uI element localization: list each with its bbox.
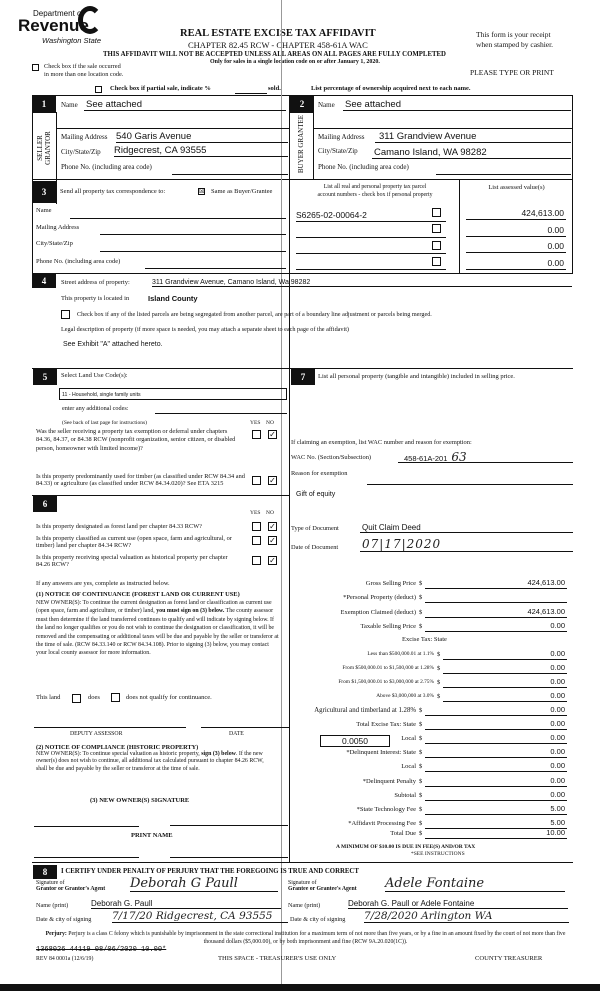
notice-text: NEW OWNER(S): To continue special valuation as historic property, bbox=[36, 751, 202, 757]
segregated-label: Check box if any of the listed parcels are being segregated from another parcel, are part of a boundary line adjustment or parcels being merged. bbox=[77, 311, 432, 318]
personal-property-checkbox[interactable] bbox=[432, 241, 441, 250]
scan-edge bbox=[0, 984, 600, 991]
doc-type-label: Type of Document bbox=[291, 525, 339, 532]
perjury-text: Perjury is a class C felony which is punishable by imprisonment in the state correctional institution for a maximum term of not more than five years, or by a fine in an amount fixed by the court of not more than five thousand dollars ($5,000.00), or by both imprisonment and fine (RCW 9A.20.020(1C)). bbox=[66, 931, 566, 945]
tax-row-value[interactable]: 0.00 bbox=[425, 776, 567, 787]
tax-row-value[interactable]: 0.00 bbox=[425, 705, 567, 716]
wac-number: 458-61A-201 bbox=[404, 454, 448, 463]
q-current-use-yes[interactable] bbox=[252, 536, 261, 545]
tax-row-label: *Delinquent Penalty bbox=[362, 778, 416, 785]
date-label: DATE bbox=[229, 731, 244, 737]
personal-property-checkbox[interactable] bbox=[432, 208, 441, 217]
assessed-value-header: List assessed value(s) bbox=[488, 184, 545, 191]
form-title: REAL ESTATE EXCISE TAX AFFIDAVIT bbox=[180, 28, 376, 39]
seller-phone-label: Phone No. (including area code) bbox=[61, 163, 152, 171]
q-tax-exemption: Was the seller receiving a property tax exemption or deferral under chapters 84.36, 84.37, or 84.38 RCW (nonprofit organization, senior citizen, or disabled person, homeowner with limited income)? bbox=[36, 428, 236, 452]
seller-grantor-label: SELLER GRANTOR bbox=[36, 131, 52, 165]
section-number-4: 4 bbox=[32, 274, 56, 288]
form-warning: THIS AFFIDAVIT WILL NOT BE ACCEPTED UNLESS ALL AREAS ON ALL PAGES ARE FULLY COMPLETED bbox=[103, 51, 446, 58]
q-forest-land-no[interactable]: ✓ bbox=[269, 522, 276, 531]
q-historic: Is this property receiving special valuation as historical property per chapter 84.26 RCW? bbox=[36, 554, 228, 568]
tax-row-label: Exemption Claimed (deduct) bbox=[340, 609, 416, 616]
print-name-line[interactable] bbox=[170, 857, 288, 858]
legal-description-label: Legal description of property (if more space is needed, you may attach a separate sheet to each page of the affidavit) bbox=[61, 326, 349, 333]
receipt-note-1: This form is your receipt bbox=[476, 30, 551, 39]
tax-row-value[interactable]: 5.00 bbox=[425, 818, 567, 829]
buyer-name-field[interactable]: See attached bbox=[343, 99, 571, 111]
tax-row-label: Less than $500,000.01 at 1.1% bbox=[367, 651, 434, 657]
q-historic-yes[interactable] bbox=[252, 556, 261, 565]
assessed-value-field[interactable]: 0.00 bbox=[466, 225, 566, 237]
multi-location-label-2: in more than one location code. bbox=[44, 71, 124, 78]
notice-text: The county assessor must then determine if the land transferred continues to qualify and will indicate by signing below. If the land no longer qualifies or you do not wish to continue the designation or classification, it will be removed and the compensating or additional taxes will be due and payable by the seller or transferor at the time of sale. (RCW 84.33.140 or RCW 84.34.108). Prior to signing (3) below, you may contact your local county assessor for more information. bbox=[36, 608, 279, 657]
seller-name-label: Name bbox=[61, 101, 78, 109]
corr-mail-field[interactable] bbox=[100, 234, 286, 235]
q-historic-no[interactable]: ✓ bbox=[269, 556, 276, 565]
logo-swoosh-icon bbox=[78, 6, 102, 34]
tax-row-label: From $500,000.01 to $1,500,000 at 1.28% bbox=[342, 665, 434, 671]
buyer-phone-label: Phone No. (including area code) bbox=[318, 163, 409, 171]
notice-text: NEW OWNER(S): To continue the current designation as forest land or classification as current use (open space, farm and agriculture, or timber) land, bbox=[36, 600, 272, 615]
dollar-sign: $ bbox=[419, 792, 423, 799]
does-not-label: does not qualify for continuance. bbox=[126, 694, 212, 701]
no-header: NO bbox=[266, 510, 274, 516]
dollar-sign: $ bbox=[437, 651, 441, 658]
tax-row-label: Local bbox=[401, 735, 416, 742]
sig-label-1: Signature of bbox=[36, 880, 65, 886]
q-timber-agri: Is this property predominantly used for timber (as classified under RCW 84.34 and 84.33) or agriculture (as classified under RCW 84.34.020)? See ETA 3215 bbox=[36, 473, 245, 487]
notice-text: . If the new owner(s) does not wish to continue, all additional tax calculated pursuant to chapter 84.26 RCW, shall be due and payable by the seller or transferor at the time of sale. bbox=[36, 751, 264, 772]
dollar-sign: $ bbox=[419, 623, 423, 630]
personal-property-label: List all personal property (tangible and intangible) included in selling price. bbox=[318, 373, 515, 380]
reason-field[interactable]: Gift of equity bbox=[296, 491, 336, 498]
excise-state-label: Excise Tax: State bbox=[402, 636, 447, 643]
tax-row-value[interactable]: 0.00 bbox=[425, 761, 567, 772]
notice-continuance-title: (1) NOTICE OF CONTINUANCE (FOREST LAND OR CURRENT USE) bbox=[36, 591, 240, 598]
dollar-sign: $ bbox=[419, 820, 423, 827]
tax-row-label: Total Due bbox=[390, 830, 416, 837]
tax-row-label: Above $3,000,000 at 3.0% bbox=[376, 693, 434, 699]
corr-name-label: Name bbox=[36, 207, 52, 214]
perjury-notice bbox=[38, 930, 573, 946]
street-address-label: Street address of property: bbox=[61, 279, 130, 286]
assessed-value-field[interactable]: 424,613.00 bbox=[466, 208, 566, 220]
deputy-assessor-label: DEPUTY ASSESSOR bbox=[70, 731, 123, 737]
buyer-mail-label: Mailing Address bbox=[318, 133, 365, 141]
reason-label: Reason for exemption bbox=[291, 470, 348, 477]
grantor-name-label: Name (print) bbox=[36, 902, 69, 909]
tax-row-label: Gross Selling Price bbox=[365, 580, 416, 587]
treasurer-stamp: 1368026 44119 08/06/2020 10.00* bbox=[36, 946, 167, 954]
dollar-sign: $ bbox=[419, 830, 423, 837]
notice-compliance-title: (2) NOTICE OF COMPLIANCE (HISTORIC PROPERTY) bbox=[36, 744, 199, 751]
parcel-header-1: List all real and personal property tax parcel bbox=[323, 184, 427, 190]
doc-date-label: Date of Document bbox=[291, 544, 339, 551]
minimum-due-note: A MINIMUM OF $10.00 IS DUE IN FEE(S) AND/OR TAX bbox=[336, 844, 476, 850]
reason-line[interactable] bbox=[367, 484, 573, 485]
additional-codes-field[interactable] bbox=[155, 413, 287, 414]
corr-city-label: City/State/Zip bbox=[36, 240, 73, 247]
receipt-note-2: when stamped by cashier. bbox=[476, 40, 554, 49]
sig-label-2: Grantee or Grantee's Agent bbox=[288, 886, 357, 892]
q-current-use: Is this property classified as current use (open space, farm and agricultural, or timber) land per chapter 84.34 RCW? bbox=[36, 535, 232, 549]
tax-row-value[interactable]: 0.00 bbox=[425, 719, 567, 730]
personal-property-checkbox[interactable] bbox=[432, 224, 441, 233]
tax-row-label: Local bbox=[401, 763, 416, 770]
notice-continuance-text bbox=[36, 599, 280, 658]
tax-row-value[interactable]: 5.00 bbox=[425, 804, 567, 815]
assessor-date-line[interactable] bbox=[201, 727, 289, 728]
tax-row-label: *Personal Property (deduct) bbox=[343, 594, 416, 601]
q-tax-exemption-yes[interactable] bbox=[252, 430, 261, 439]
seller-city-field[interactable]: Ridgecrest, CA 93555 bbox=[114, 145, 288, 157]
sold-label: sold. bbox=[268, 85, 281, 92]
county-field[interactable]: Island County bbox=[148, 294, 198, 303]
notice-compliance-text bbox=[36, 751, 276, 773]
if-yes-note: If any answers are yes, complete as instructed below. bbox=[36, 580, 170, 587]
section-number-3: 3 bbox=[32, 181, 56, 203]
parcel-header-2: account numbers - check box if personal property bbox=[317, 192, 433, 198]
street-address-field[interactable]: 311 Grandview Avenue, Camano Island, Wa 98282 bbox=[152, 279, 572, 287]
send-correspondence-label: Send all property tax correspondence to: bbox=[60, 188, 166, 195]
buyer-name-label: Name bbox=[318, 101, 335, 109]
section-number-7: 7 bbox=[291, 369, 315, 385]
logo-sub: Washington State bbox=[42, 36, 102, 45]
sig-label-1: Signature of bbox=[288, 880, 317, 886]
parcel-number-field[interactable] bbox=[296, 269, 446, 270]
tax-row-value[interactable]: 10.00 bbox=[425, 828, 567, 839]
wac-handwritten: 63 bbox=[451, 450, 467, 464]
tax-row-value[interactable]: 0.00 bbox=[443, 677, 567, 688]
tax-row-value[interactable]: 424,613.00 bbox=[425, 578, 567, 589]
notice-bold: sign (3) below bbox=[201, 751, 236, 757]
seller-name-field[interactable]: See attached bbox=[84, 99, 286, 111]
dollar-sign: $ bbox=[419, 763, 423, 770]
county-treasurer-label: COUNTY TREASURER bbox=[475, 955, 543, 962]
same-as-buyer-checkbox[interactable]: ☒ bbox=[199, 188, 205, 195]
tax-row-value[interactable]: 0.00 bbox=[425, 733, 567, 744]
certify-statement: I CERTIFY UNDER PENALTY OF PERJURY THAT THE FOREGOING IS TRUE AND CORRECT bbox=[61, 868, 359, 875]
dollar-sign: $ bbox=[419, 749, 423, 756]
tax-row-label: Taxable Selling Price bbox=[360, 623, 416, 630]
print-name-line[interactable] bbox=[34, 857, 139, 858]
logo-top: Department of bbox=[33, 9, 84, 18]
print-name-label: PRINT NAME bbox=[131, 832, 173, 839]
tax-row-label: *State Technology Fee bbox=[356, 806, 416, 813]
partial-sale-checkbox[interactable] bbox=[95, 86, 102, 93]
grantee-date-city-field[interactable]: 7/28/2020 Arlington WA bbox=[364, 910, 569, 923]
section-number-5: 5 bbox=[33, 369, 57, 385]
seller-city-label: City/State/Zip bbox=[61, 148, 101, 156]
ownership-note: List percentage of ownership acquired next to each name. bbox=[311, 85, 471, 92]
q-timber-agri-yes[interactable] bbox=[252, 476, 261, 485]
buyer-grantee-label: BUYER GRANTEE bbox=[297, 114, 305, 174]
seller-mail-field[interactable]: 540 Garis Avenue bbox=[116, 131, 288, 143]
tax-row-value[interactable]: 0.00 bbox=[443, 691, 567, 702]
q-tax-exemption-no[interactable]: ✓ bbox=[269, 430, 276, 439]
dollar-sign: $ bbox=[419, 594, 423, 601]
tax-row-label: Subtotal bbox=[394, 792, 416, 799]
buyer-phone-field[interactable] bbox=[436, 174, 571, 175]
land-use-label: Select Land Use Code(s): bbox=[61, 372, 128, 379]
tax-row-label: Agricultural and timberland at 1.28% bbox=[314, 707, 416, 714]
sig-label-2: Grantor or Grantor's Agent bbox=[36, 886, 106, 892]
dollar-sign: $ bbox=[419, 778, 423, 785]
logo-main: Revenue bbox=[18, 16, 89, 35]
corr-phone-field[interactable] bbox=[145, 268, 286, 269]
form-revision: REV 84 0001a (12/6/19) bbox=[36, 956, 94, 962]
yes-header: YES bbox=[250, 420, 261, 426]
form-only-for: Only for sales in a single location code on or after January 1, 2020. bbox=[210, 59, 380, 65]
tax-row-value[interactable]: 0.00 bbox=[425, 621, 567, 632]
tax-row-value[interactable]: 0.00 bbox=[443, 649, 567, 660]
seller-mail-label: Mailing Address bbox=[61, 133, 108, 141]
tax-row-value[interactable]: 0.00 bbox=[443, 663, 567, 674]
dollar-sign: $ bbox=[437, 679, 441, 686]
corr-phone-label: Phone No. (including area code) bbox=[36, 258, 121, 265]
tax-row-label: Total Excise Tax: State bbox=[356, 721, 416, 728]
grantor-signature-label bbox=[36, 880, 105, 892]
tax-row-value[interactable] bbox=[425, 592, 567, 603]
wac-number-field[interactable] bbox=[398, 450, 573, 463]
q-forest-land-yes[interactable] bbox=[252, 522, 261, 531]
multi-location-label: Check box if the sale occurred bbox=[44, 63, 121, 70]
grantor-signature[interactable]: Deborah G Paull bbox=[130, 876, 278, 892]
this-land-label: This land bbox=[36, 694, 61, 701]
does-not-qualify-checkbox[interactable] bbox=[111, 693, 120, 702]
buyer-mail-field[interactable]: 311 Grandview Avenue bbox=[375, 131, 571, 143]
parcel-number-field[interactable]: S6265-02-00064-2 bbox=[296, 210, 446, 222]
dollar-sign: $ bbox=[437, 693, 441, 700]
corr-city-field[interactable] bbox=[100, 251, 286, 252]
corr-mail-label: Mailing Address bbox=[36, 224, 80, 231]
same-as-buyer-label: Same as Buyer/Grantee bbox=[211, 188, 273, 195]
grantee-name-label: Name (print) bbox=[288, 902, 321, 909]
new-owner-signature-line[interactable] bbox=[170, 825, 288, 826]
grantor-date-city-field[interactable]: 7/17/20 Ridgecrest, CA 93555 bbox=[112, 910, 288, 923]
partial-percent-field[interactable] bbox=[235, 93, 267, 94]
segregated-checkbox[interactable] bbox=[61, 310, 70, 319]
see-back-note: (See back of last page for instructions) bbox=[62, 420, 147, 426]
dollar-sign: $ bbox=[419, 580, 423, 587]
doc-type-field[interactable]: Quit Claim Deed bbox=[360, 523, 573, 533]
dollar-sign: $ bbox=[419, 735, 423, 742]
parcel-number-field[interactable] bbox=[296, 253, 446, 254]
multi-location-checkbox[interactable] bbox=[32, 64, 39, 71]
section-number-6: 6 bbox=[33, 496, 57, 512]
assessed-value-field[interactable]: 0.00 bbox=[466, 258, 566, 270]
grantee-signature[interactable]: Adele Fontaine bbox=[385, 876, 565, 892]
grantee-signature-label bbox=[288, 880, 357, 892]
grantor-date-label: Date & city of signing bbox=[36, 916, 92, 923]
dollar-sign: $ bbox=[419, 806, 423, 813]
tax-row-value[interactable]: 0.00 bbox=[425, 747, 567, 758]
grantor-name-field[interactable]: Deborah G. Paull bbox=[91, 899, 281, 909]
dollar-sign: $ bbox=[419, 609, 423, 616]
dollar-sign: $ bbox=[419, 721, 423, 728]
q-current-use-no[interactable]: ✓ bbox=[269, 536, 276, 545]
does-qualify-checkbox[interactable] bbox=[72, 694, 81, 703]
tax-row-label: From $1,500,000.01 to $3,000,000 at 2.75% bbox=[338, 679, 434, 685]
doc-date-field[interactable]: 07|17|2020 bbox=[360, 537, 573, 552]
grantee-name-field[interactable]: Deborah G. Paull or Adele Fontaine bbox=[348, 899, 568, 909]
parcel-number-field[interactable] bbox=[296, 237, 446, 238]
dollar-sign: $ bbox=[437, 665, 441, 672]
buyer-city-field[interactable]: Camano Island, WA 98282 bbox=[372, 147, 571, 159]
tax-row-label: *Delinquent Interest: State bbox=[346, 749, 416, 756]
new-owner-signature-line[interactable] bbox=[34, 826, 139, 827]
section-number-1: 1 bbox=[32, 96, 56, 113]
treasurer-space-label: THIS SPACE - TREASURER'S USE ONLY bbox=[218, 955, 337, 962]
deputy-assessor-line[interactable] bbox=[34, 727, 186, 728]
notice-bold: you must sign on (3) below. bbox=[156, 608, 225, 615]
personal-property-checkbox[interactable] bbox=[432, 257, 441, 266]
new-owner-signature-label: (3) NEW OWNER(S) SIGNATURE bbox=[90, 797, 190, 804]
land-use-code-field[interactable]: 11 - Household, single family units bbox=[59, 388, 287, 400]
yes-header: YES bbox=[250, 510, 261, 516]
corr-name-field[interactable] bbox=[70, 218, 286, 219]
seller-phone-field[interactable] bbox=[172, 174, 288, 175]
type-or-print: PLEASE TYPE OR PRINT bbox=[470, 68, 554, 77]
assessed-value-field[interactable]: 0.00 bbox=[466, 241, 566, 253]
partial-sale-label: Check box if partial sale, indicate % bbox=[110, 85, 211, 92]
form-chapter: CHAPTER 82.45 RCW - CHAPTER 458-61A WAC bbox=[188, 40, 368, 50]
tax-row-value[interactable]: 0.00 bbox=[425, 790, 567, 801]
section-number-8: 8 bbox=[33, 865, 57, 879]
no-header: NO bbox=[266, 420, 274, 426]
grantee-date-label: Date & city of signing bbox=[290, 916, 346, 923]
wac-label: WAC No. (Section/Subsection) bbox=[291, 454, 372, 461]
perjury-bold: Perjury: bbox=[45, 931, 67, 937]
located-in-label: This property is located in bbox=[61, 295, 130, 302]
local-rate-field[interactable]: 0.0050 bbox=[320, 735, 390, 747]
tax-row-label: *Affidavit Processing Fee bbox=[348, 820, 416, 827]
exemption-claim-label: If claiming an exemption, list WAC number and reason for exemption: bbox=[291, 439, 472, 446]
section-number-2: 2 bbox=[290, 96, 314, 113]
q-timber-agri-no[interactable]: ✓ bbox=[269, 476, 276, 485]
dollar-sign: $ bbox=[419, 707, 423, 714]
q-forest-land: Is this property designated as forest land per chapter 84.33 RCW? bbox=[36, 523, 202, 530]
tax-row-value[interactable]: 424,613.00 bbox=[425, 607, 567, 618]
see-instructions: *SEE INSTRUCTIONS bbox=[411, 851, 465, 857]
does-label: does bbox=[88, 694, 100, 701]
buyer-city-label: City/State/Zip bbox=[318, 147, 358, 155]
legal-description-field[interactable]: See Exhibit "A" attached hereto. bbox=[63, 341, 163, 348]
additional-codes-label: enter any additional codes: bbox=[62, 405, 129, 412]
